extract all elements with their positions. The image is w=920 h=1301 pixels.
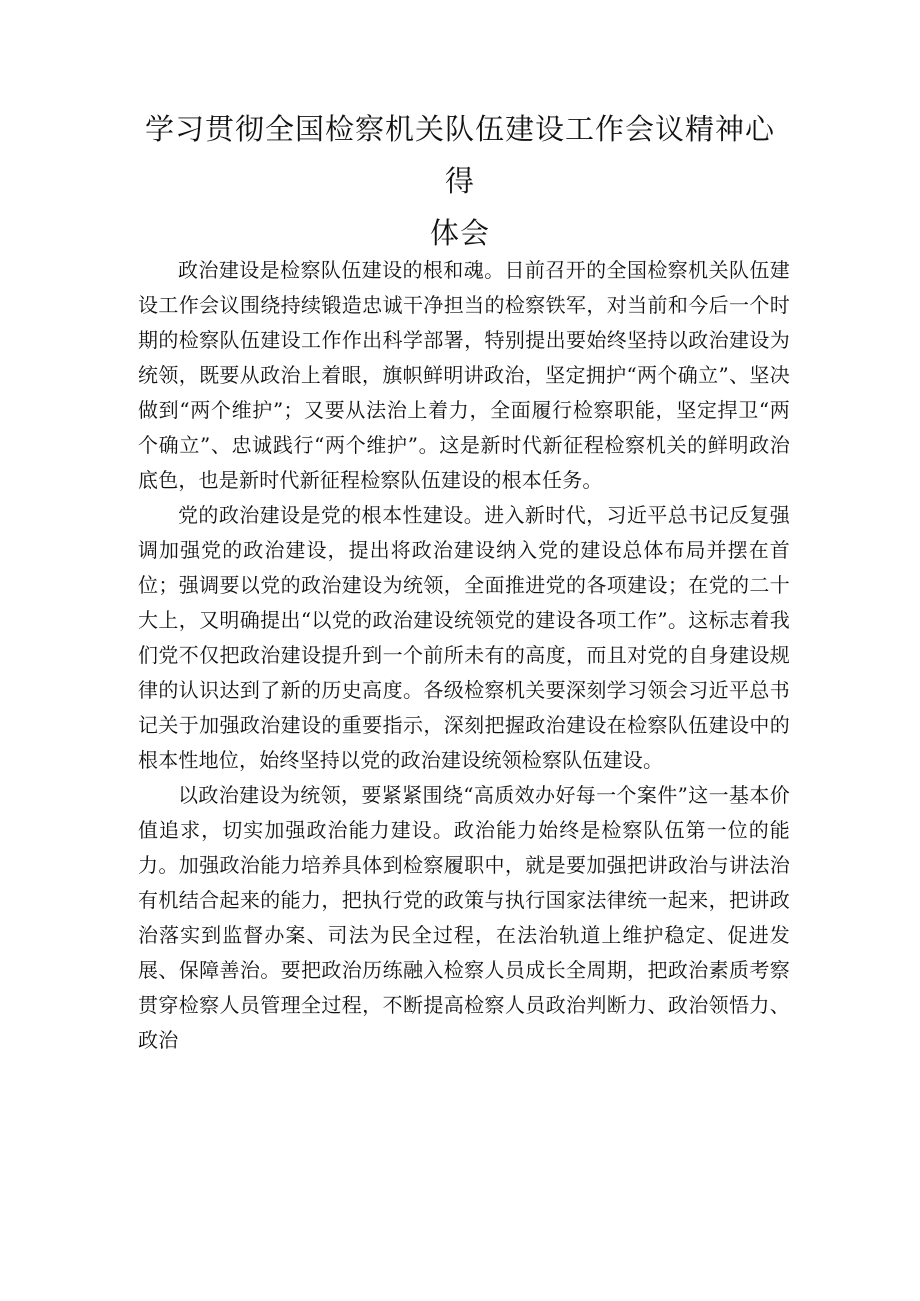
document-body (138, 253, 790, 1058)
title-line-1: 学习贯彻全国检察机关队伍建设工作会议精神心得 (144, 112, 775, 198)
title-line-2: 体会 (429, 216, 490, 250)
document-title (140, 103, 780, 259)
paragraph-1: 政治建设是检察队伍建设的根和魂。日前召开的全国检察机关队伍建设工作会议围绕持续锻造忠诚干净担当的检察铁军，对当前和今后一个时期的检察队伍建设工作作出科学部署，特别提出要始终坚持以政治建设为统领，既要从政治上着眼，旗帜鲜明讲政治，坚定拥护“两个确立”、坚决做到“两个维护”；又要从法治上着力，全面履行检察职能，坚定捍卫“两个确立”、忠诚践行“两个维护”。这是新时代新征程检察机关的鲜明政治底色，也是新时代新征程检察队伍建设的根本任务。 (138, 258, 790, 492)
paragraph-2: 党的政治建设是党的根本性建设。进入新时代，习近平总书记反复强调加强党的政治建设，提出将政治建设纳入党的建设总体布局并摆在首位；强调要以党的政治建设为统领，全面推进党的各项建设；在党的二十大上，又明确提出“以党的政治建设统领党的建设各项工作”。这标志着我们党不仅把政治建设提升到一个前所未有的高度，而且对党的自身建设规律的认识达到了新的历史高度。各级检察机关要深刻学习领会习近平总书记关于加强政治建设的重要指示，深刻把握政治建设在检察队伍建设中的根本性地位，始终坚持以党的政治建设统领检察队伍建设。 (138, 503, 790, 772)
paragraph-3: 以政治建设为统领，要紧紧围绕“高质效办好每一个案件”这一基本价值追求，切实加强政治能力建设。政治能力始终是检察队伍第一位的能力。加强政治能力培养具体到检察履职中，就是要加强把讲政治与讲法治有机结合起来的能力，把执行党的政策与执行国家法律统一起来，把讲政治落实到监督办案、司法为民全过程，在法治轨道上维护稳定、促进发展、保障善治。要把政治历练融入检察人员成长全周期，把政治素质考察贯穿检察人员管理全过程，不断提高检察人员政治判断力、政治领悟力、政治 (138, 783, 790, 1052)
